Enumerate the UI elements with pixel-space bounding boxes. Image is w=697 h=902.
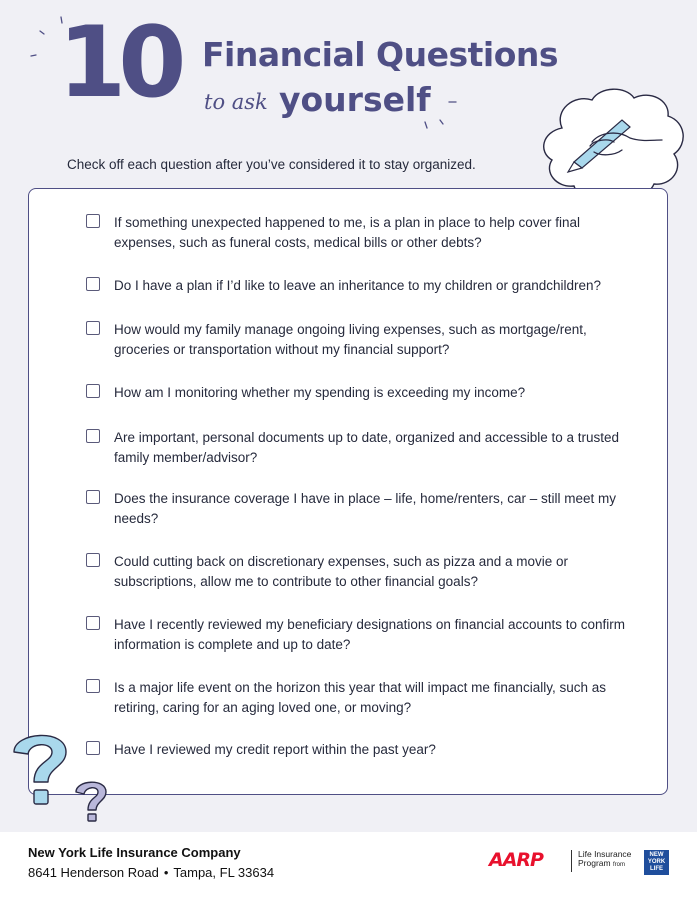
- question-text: How would my family manage ongoing living expenses, such as mortgage/rent, groceries or transportation without my financial support?: [114, 322, 587, 357]
- program-label: [578, 850, 638, 870]
- company-address: [28, 865, 274, 880]
- checkbox[interactable]: [86, 679, 100, 693]
- question-text: Are important, personal documents up to date, organized and accessible to a trusted family member/advisor?: [114, 430, 620, 465]
- page-title: Financial Questions: [202, 35, 559, 74]
- question-text: Have I reviewed my credit report within the past year?: [114, 742, 436, 757]
- question-text: Have I recently reviewed my beneficiary designations on financial accounts to confirm information is complete and up to date?: [114, 617, 626, 652]
- title-number: 10: [58, 6, 179, 120]
- question-text: If something unexpected happened to me, is a plan in place to help cover final expenses, such as funeral costs, medical bills or other debts?: [114, 215, 581, 250]
- checkbox[interactable]: [86, 384, 100, 398]
- address-separator: •: [163, 865, 169, 880]
- checkbox[interactable]: [86, 277, 100, 291]
- question-text: Does the insurance coverage I have in place – life, home/renters, car – still meet my needs?: [114, 491, 616, 526]
- question-text: How am I monitoring whether my spending is exceeding my income?: [114, 385, 526, 400]
- program-label-line2: Program: [578, 858, 611, 868]
- program-label-from: from: [612, 862, 625, 868]
- checkbox[interactable]: [86, 321, 100, 335]
- title-yourself: yourself: [279, 80, 431, 119]
- logo-divider: [571, 850, 572, 872]
- question-marks-icon: [10, 726, 120, 822]
- title-to-ask: to ask: [204, 90, 268, 114]
- company-name: New York Life Insurance Company: [28, 845, 241, 860]
- question-text: Is a major life event on the horizon this year that will impact me financially, such as retiring, caring for an aging loved one, or moving?: [114, 680, 606, 715]
- instructions-text: Check off each question after you’ve considered it to stay organized.: [67, 157, 476, 172]
- checkbox[interactable]: [86, 616, 100, 630]
- new-york-life-logo: NEW YORK LIFE: [644, 850, 669, 875]
- aarp-logo: AARP: [489, 849, 543, 871]
- question-text: Do I have a plan if I’d like to leave an inheritance to my children or grandchildren?: [114, 278, 602, 293]
- checkbox[interactable]: [86, 490, 100, 504]
- question-text: Could cutting back on discretionary expenses, such as pizza and a movie or subscriptions, allow me to contribute to other financial goals?: [114, 554, 568, 589]
- street-address: 8641 Henderson Road: [28, 865, 159, 880]
- city-address: Tampa, FL 33634: [173, 865, 275, 880]
- checkbox[interactable]: [86, 214, 100, 228]
- checkbox[interactable]: [86, 553, 100, 567]
- checkbox[interactable]: [86, 429, 100, 443]
- program-label-line1: Life Insurance: [578, 849, 632, 859]
